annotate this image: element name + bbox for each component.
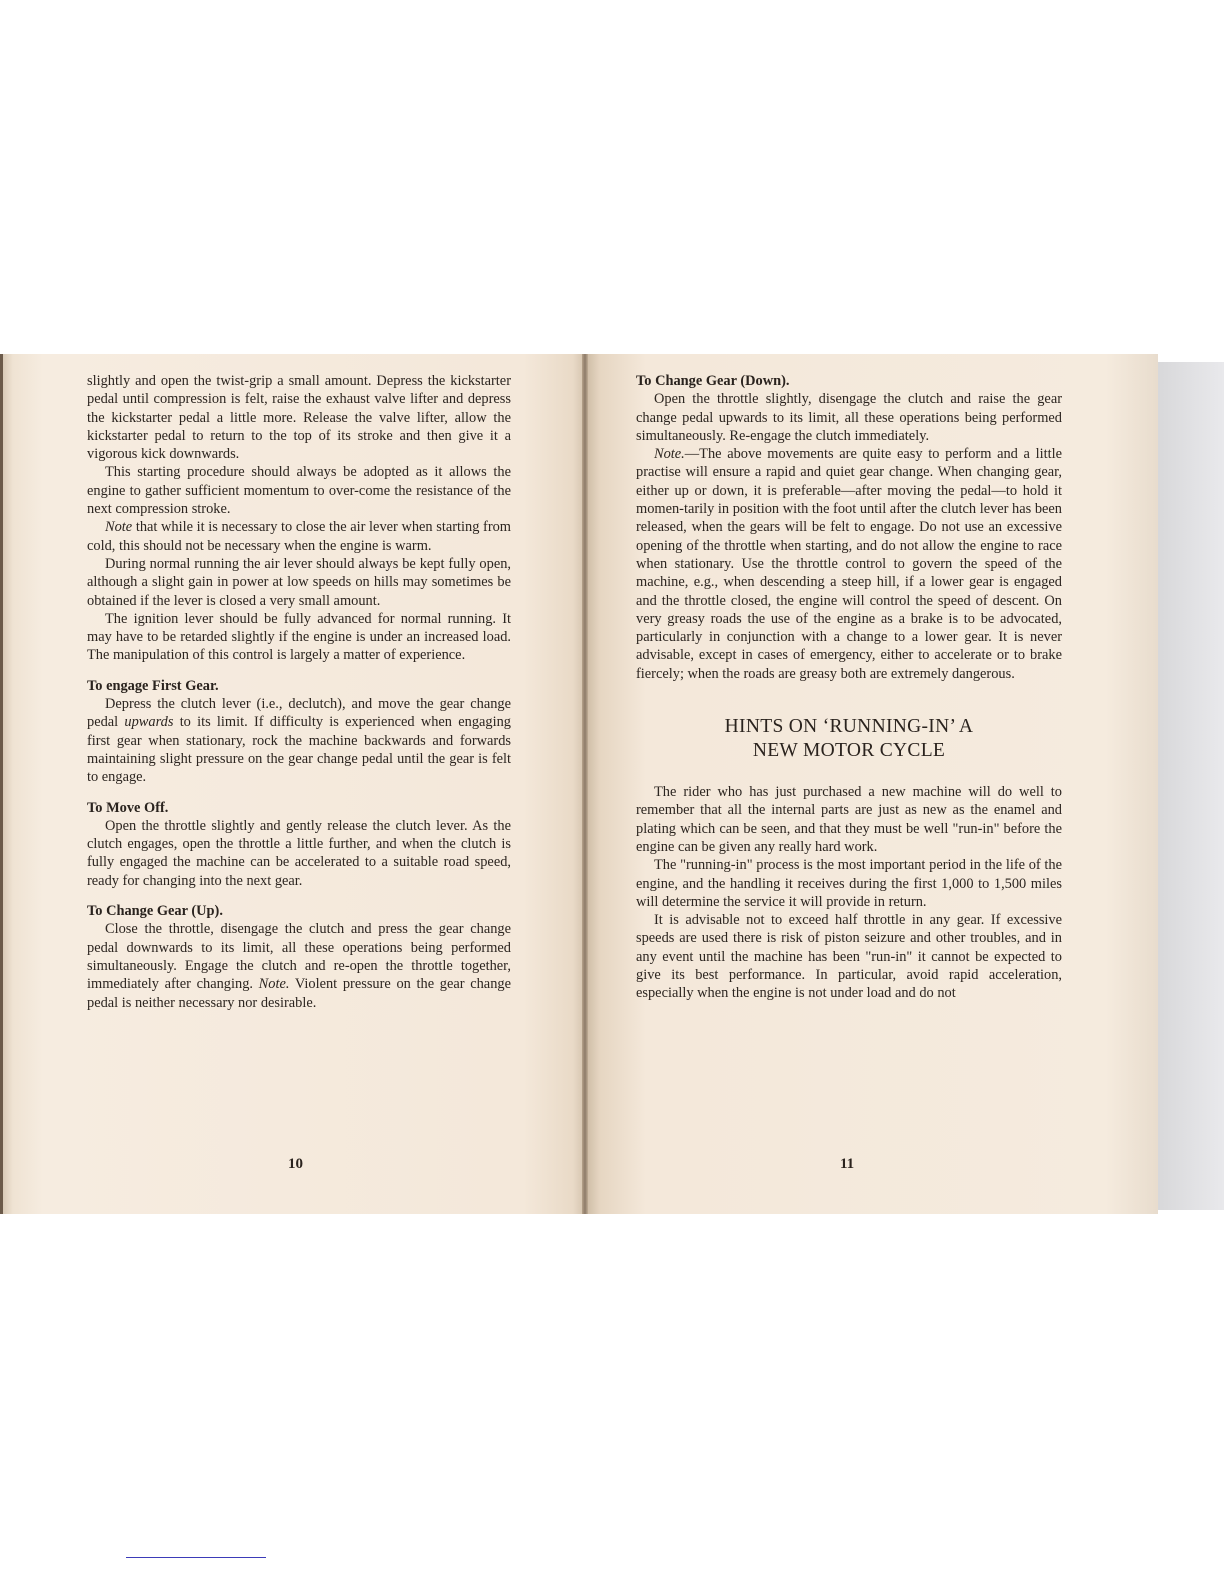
section-heading-change-down: To Change Gear (Down). [636, 373, 790, 389]
paragraph [87, 518, 511, 555]
paragraph [87, 695, 511, 786]
paragraph: Open the throttle slightly, disengage the clutch and raise the gear change pedal upwards to its limit, all these operations being performed simultaneously. Re-engage the clutch immediately. [636, 391, 1062, 444]
paragraph: Open the throttle slightly and gently release the clutch lever. As the clutch engages, open the throttle a little further, and when the clutch is fully engaged the machine can be accelerated to a suitable road speed, ready for changing into the next gear. [87, 817, 511, 889]
text-span: Depress the clutch lever (i.e., declutch), and move the gear change pedal [87, 696, 511, 731]
paragraph [87, 920, 511, 1011]
book-gutter [582, 354, 588, 1214]
hints-title [636, 715, 1062, 763]
paragraph: This starting procedure should always be adopted as it allows the engine to gather sufficient momentum to over-come the resistance of the next compression stroke. [87, 464, 511, 518]
section-heading-move-off: To Move Off. [87, 799, 169, 816]
hints-title-line-2: NEW MOTOR CYCLE [752, 740, 946, 762]
text-span: Close the throttle, disengage the clutch and press the gear change pedal downwards to its limit, all these operations being performed simultaneously. Engage the clutch and re-open the throttle together, immediately after changing. [87, 921, 511, 993]
paragraph: It is advisable not to exceed half throttle in any gear. If excessive speeds are used there is risk of piston seizure and other troubles, and in any event until the machine has been "run-in" it cannot be expected to give its best performance. In particular, avoid rapid acceleration, especially when the engine is not under load and do not [636, 912, 1062, 1002]
text-span: Violent pressure on the gear change pedal is neither necessary nor desirable. [87, 976, 511, 1011]
paragraph: The rider who has just purchased a new machine will do well to remember that all the internal parts are just as new as the enamel and plating which can be seen, and that they must be well "run-in" before the engine can be given any really hard work. [636, 784, 1062, 855]
text-span: to its limit. If difficulty is experienced when engaging first gear when stationary, rock the machine backwards and forwards maintaining slight pressure on the gear change pedal until the gear is felt to engage. [87, 714, 511, 786]
hints-title-line-1: HINTS ON ‘RUNNING-IN’ A [724, 716, 974, 738]
section-heading-change-up: To Change Gear (Up). [87, 903, 223, 920]
section-heading-first-gear: To engage First Gear. [87, 677, 219, 694]
page-edge-shadow [1158, 362, 1224, 1210]
book-spread [0, 354, 1224, 1224]
paragraph: The ignition lever should be fully advanced for normal running. It may have to be retarded slightly if the engine is under an increased load. The manipulation of this control is largely a matter of experience. [87, 610, 511, 664]
note-word: Note [105, 519, 133, 536]
note-text: that while it is necessary to close the air lever when starting from cold, this should not be necessary when the engine is warm. [87, 519, 511, 554]
page-number-left: 10 [288, 1156, 303, 1172]
right-page-text [636, 372, 1062, 1003]
paragraph: During normal running the air lever should always be kept fully open, although a slight gain in power at low speeds on hills may sometimes be obtained if the lever is closed a very small amount. [87, 555, 511, 609]
paragraph: The "running-in" process is the most important period in the life of the engine, and the handling it receives during the first 1,000 to 1,500 miles will determine the service it will provide in return. [636, 857, 1062, 910]
left-page-text [87, 372, 511, 1012]
emphasis: upwards [124, 714, 174, 731]
emphasis: Note. [258, 976, 290, 993]
note-text: —The above movements are quite easy to perform and a little practise will ensure a rapid and quiet gear change. When changing gear, either up or down, it is preferable—after moving the pedal—to hold it momen-tarily in position with the foot until after the clutch lever has been released, when the gears will be felt to engage. Do not use an excessive opening of the throttle when starting, and do not allow the engine to race when stationary. Use the throttle control to govern the speed of the machine, e.g., when descending a steep hill, if a lower gear is engaged and the throttle closed, the engine will control the speed of descent. On very greasy roads the use of the engine as a brake is to be advocated, particularly in conjunction with a change to a lower gear. It is never advisable, except in cases of emergency, either to accelerate or to brake fiercely; when the roads are greasy both are extremely dangerous. [636, 446, 1063, 682]
paragraph: slightly and open the twist-grip a small amount. Depress the kickstarter pedal until compression is felt, raise the exhaust valve lifter and depress the kickstarter pedal a little more. Release the valve lifter, allow the kickstarter pedal to return to the top of its stroke and then give it a vigorous kick downwards. [87, 373, 511, 463]
bottom-rule-line [126, 1557, 266, 1558]
page-number-right: 11 [840, 1156, 855, 1172]
paragraph [636, 445, 1062, 683]
note-label: Note. [654, 446, 685, 463]
